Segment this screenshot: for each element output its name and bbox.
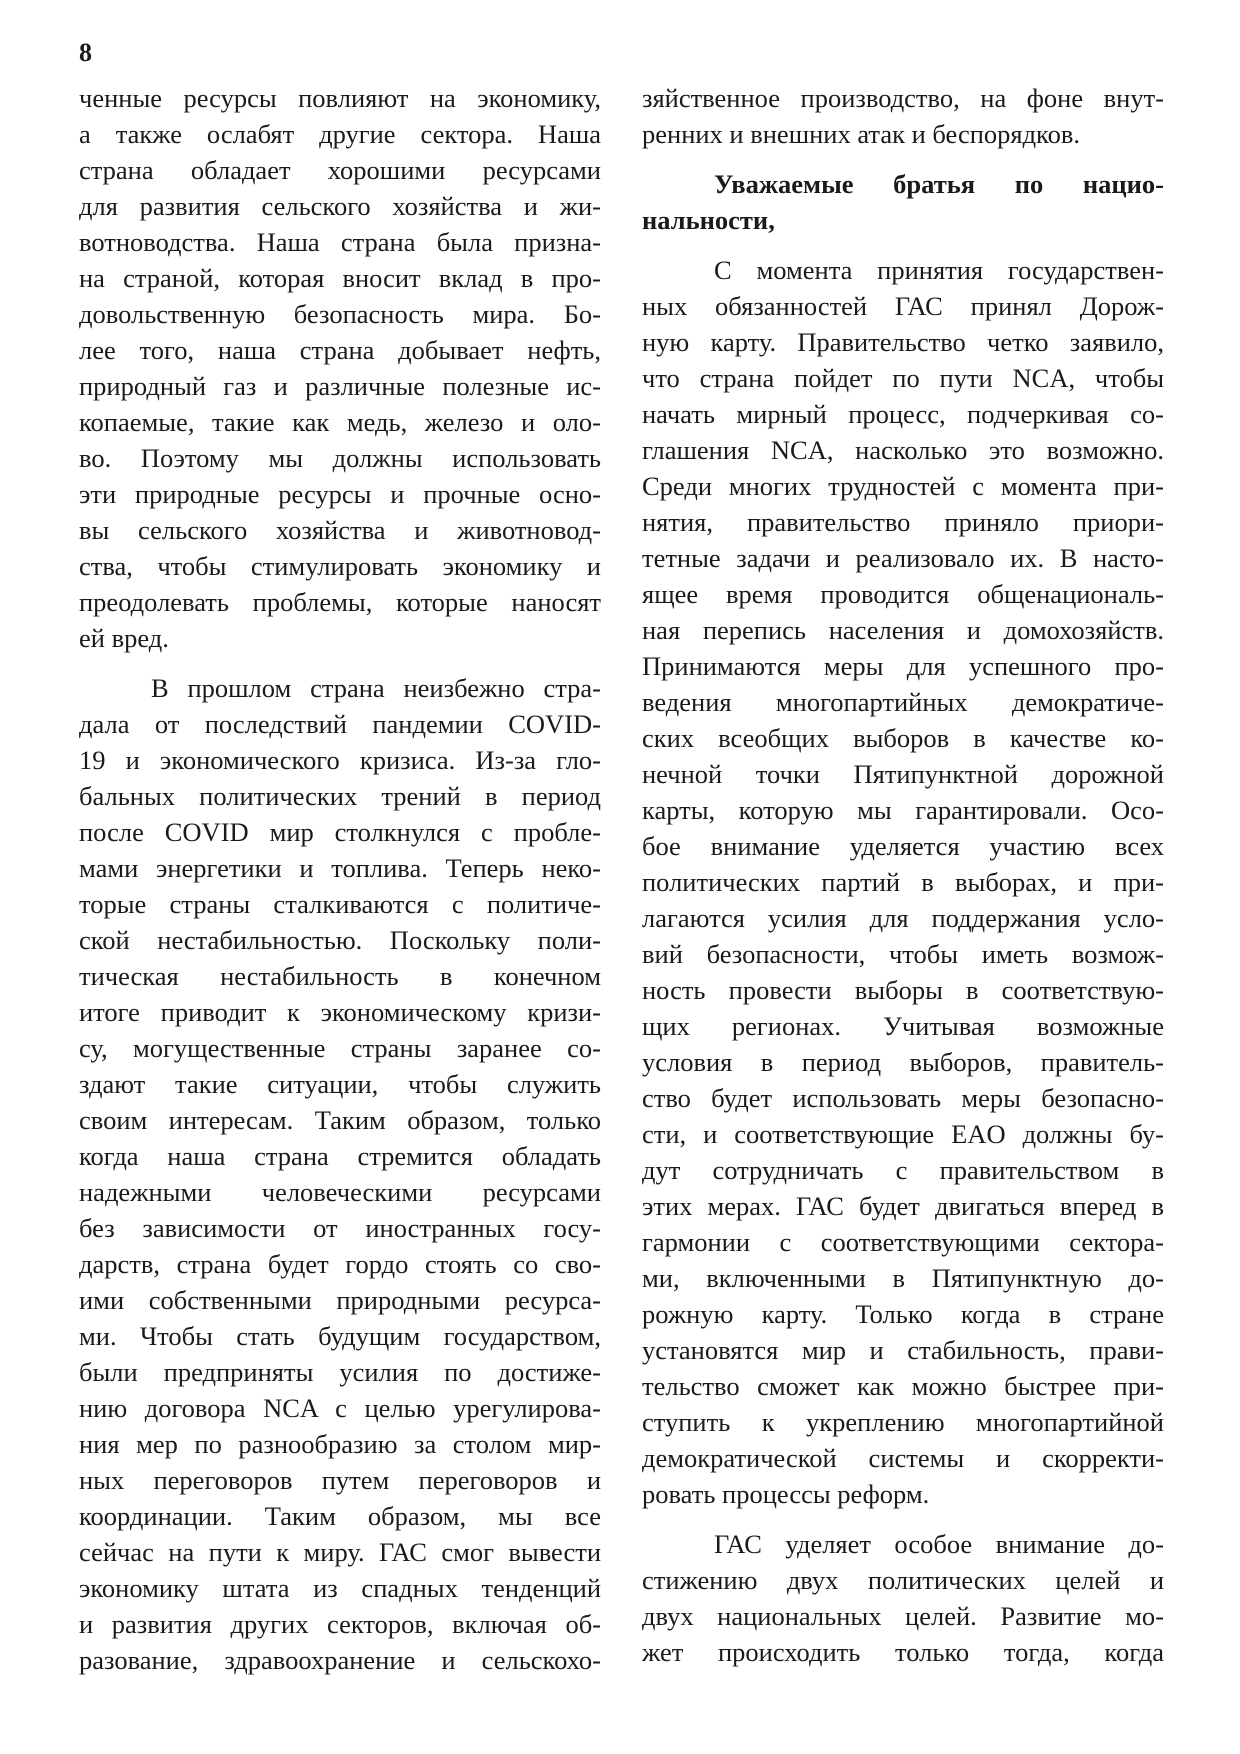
text-line: ная перепись населения и домохозяйств. — [642, 615, 1164, 645]
text-line: сейчас на пути к миру. ГАС смог вывести — [79, 1537, 601, 1567]
text-line: лагаются усилия для поддержания усло- — [642, 903, 1164, 933]
text-line: ство будет использовать меры безопасно- — [642, 1083, 1164, 1113]
text-line: начать мирный процесс, подчеркивая со- — [642, 399, 1164, 429]
text-line: ченные ресурсы повлияют на экономику, — [79, 83, 601, 113]
left-column — [79, 80, 601, 1678]
text-line: ных переговоров путем переговоров и — [79, 1465, 601, 1495]
text-line: нию договора NCA с целью урегулирова- — [79, 1393, 601, 1423]
text-line: 19 и экономического кризиса. Из-за гло- — [79, 745, 601, 775]
text-line: итоге приводит к экономическому кризи- — [79, 997, 601, 1027]
text-line: природный газ и различные полезные ис- — [79, 371, 601, 401]
text-line: вы сельского хозяйства и животновод- — [79, 515, 601, 545]
text-line: ведения многопартийных демократиче- — [642, 687, 1164, 717]
text-line: вотноводства. Наша страна была призна- — [79, 227, 601, 257]
text-line: ренних и внешних атак и беспорядков. — [642, 119, 1080, 149]
text-line: без зависимости от иностранных госу- — [79, 1213, 601, 1243]
right-column — [642, 80, 1164, 1670]
text-line: вий безопасности, чтобы иметь возмож- — [642, 939, 1164, 969]
text-line: разование, здравоохранение и сельскохо- — [79, 1645, 601, 1675]
text-line: ровать процессы реформ. — [642, 1479, 930, 1509]
text-line: тетные задачи и реализовало их. В насто- — [642, 543, 1164, 573]
paragraph-gap — [642, 152, 1164, 166]
text-line: ской нестабильностью. Поскольку поли- — [79, 925, 601, 955]
text-line: во. Поэтому мы должны использовать — [79, 443, 601, 473]
text-line: Принимаются меры для успешного про- — [642, 651, 1164, 681]
text-line: сти, и соответствующие EAO должны бу- — [642, 1119, 1164, 1149]
text-line: своим интересам. Таким образом, только — [79, 1105, 601, 1135]
text-line: ступить к укреплению многопартийной — [642, 1407, 1164, 1437]
text-line: нечной точки Пятипунктной дорожной — [642, 759, 1164, 789]
text-line: условия в период выборов, правитель- — [642, 1047, 1164, 1077]
text-line: тельство сможет как можно быстрее при- — [642, 1371, 1164, 1401]
paragraph — [642, 1526, 1164, 1670]
text-line: Уважаемые братья по нацио- — [714, 169, 1164, 199]
text-line: после COVID мир столкнулся с пробле- — [79, 817, 601, 847]
text-line: ГАС уделяет особое внимание до- — [714, 1529, 1164, 1559]
text-line: ных обязанностей ГАС принял Дорож- — [642, 291, 1164, 321]
text-line: ми. Чтобы стать будущим государством, — [79, 1321, 601, 1351]
text-line: нальности, — [642, 205, 775, 235]
paragraph — [79, 670, 601, 1678]
text-line: гармонии с соответствующими сектора- — [642, 1227, 1164, 1257]
text-line: ми, включенными в Пятипунктную до- — [642, 1263, 1164, 1293]
text-line: ими собственными природными ресурса- — [79, 1285, 601, 1315]
text-line: ства, чтобы стимулировать экономику и — [79, 551, 601, 581]
text-line: ей вред. — [79, 623, 169, 653]
text-line: преодолевать проблемы, которые наносят — [79, 587, 601, 617]
text-line: когда наша страна стремится обладать — [79, 1141, 601, 1171]
text-line: двух национальных целей. Развитие мо- — [642, 1601, 1164, 1631]
text-line: ную карту. Правительство четко заявило, — [642, 327, 1164, 357]
text-line: довольственную безопасность мира. Бо- — [79, 299, 601, 329]
text-line: мами энергетики и топлива. Теперь неко- — [79, 853, 601, 883]
text-line: страна обладает хорошими ресурсами — [79, 155, 601, 185]
text-line: для развития сельского хозяйства и жи- — [79, 191, 601, 221]
paragraph — [642, 252, 1164, 1512]
text-line: щих регионах. Учитывая возможные — [642, 1011, 1164, 1041]
text-line: ния мер по разнообразию за столом мир- — [79, 1429, 601, 1459]
text-line: дут сотрудничать с правительством в — [642, 1155, 1164, 1185]
text-line: дала от последствий пандемии COVID- — [79, 709, 601, 739]
page-number: 8 — [79, 38, 92, 67]
text-line: су, могущественные страны заранее со- — [79, 1033, 601, 1063]
text-line: карты, которую мы гарантировали. Осо- — [642, 795, 1164, 825]
text-line: нятия, правительство приняло приори- — [642, 507, 1164, 537]
text-line: торые страны сталкиваются с политиче- — [79, 889, 601, 919]
text-line: установятся мир и стабильность, прави- — [642, 1335, 1164, 1365]
text-line: рожную карту. Только когда в стране — [642, 1299, 1164, 1329]
text-line: лее того, наша страна добывает нефть, — [79, 335, 601, 365]
text-line: глашения NCA, насколько это возможно. — [642, 435, 1164, 465]
text-line: ских всеобщих выборов в качестве ко- — [642, 723, 1164, 753]
text-line: были предприняты усилия по достиже- — [79, 1357, 601, 1387]
paragraph — [642, 80, 1164, 152]
text-line: эти природные ресурсы и прочные осно- — [79, 479, 601, 509]
text-line: тическая нестабильность в конечном — [79, 961, 601, 991]
text-line: бальных политических трений в период — [79, 781, 601, 811]
text-line: надежными человеческими ресурсами — [79, 1177, 601, 1207]
text-line: Среди многих трудностей с момента при- — [642, 471, 1164, 501]
text-line: стижению двух политических целей и — [642, 1565, 1164, 1595]
text-line: копаемые, такие как медь, железо и оло- — [79, 407, 601, 437]
paragraph-gap — [642, 238, 1164, 252]
section-heading — [642, 166, 1164, 238]
text-line: здают такие ситуации, чтобы служить — [79, 1069, 601, 1099]
text-line: а также ослабят другие сектора. Наша — [79, 119, 601, 149]
text-line: демократической системы и скорректи- — [642, 1443, 1164, 1473]
paragraph-gap — [642, 1512, 1164, 1526]
text-line: на страной, которая вносит вклад в про- — [79, 263, 601, 293]
text-line: С момента принятия государствен- — [714, 255, 1164, 285]
text-line: что страна пойдет по пути NCA, чтобы — [642, 363, 1164, 393]
text-line: политических партий в выборах, и при- — [642, 867, 1164, 897]
text-line: этих мерах. ГАС будет двигаться вперед в — [642, 1191, 1164, 1221]
text-line: дарств, страна будет гордо стоять со сво- — [79, 1249, 601, 1279]
text-line: ность провести выборы в соответствую- — [642, 975, 1164, 1005]
text-line: жет происходить только тогда, когда — [642, 1637, 1164, 1667]
paragraph-gap — [79, 656, 601, 670]
text-line: координации. Таким образом, мы все — [79, 1501, 601, 1531]
text-line: зяйственное производство, на фоне внут- — [642, 83, 1164, 113]
text-line: ящее время проводится общенациональ- — [642, 579, 1164, 609]
paragraph — [79, 80, 601, 656]
text-line: и развития других секторов, включая об- — [79, 1609, 601, 1639]
text-line: бое внимание уделяется участию всех — [642, 831, 1164, 861]
text-line: экономику штата из спадных тенденций — [79, 1573, 601, 1603]
text-line: В прошлом страна неизбежно стра- — [151, 673, 601, 703]
